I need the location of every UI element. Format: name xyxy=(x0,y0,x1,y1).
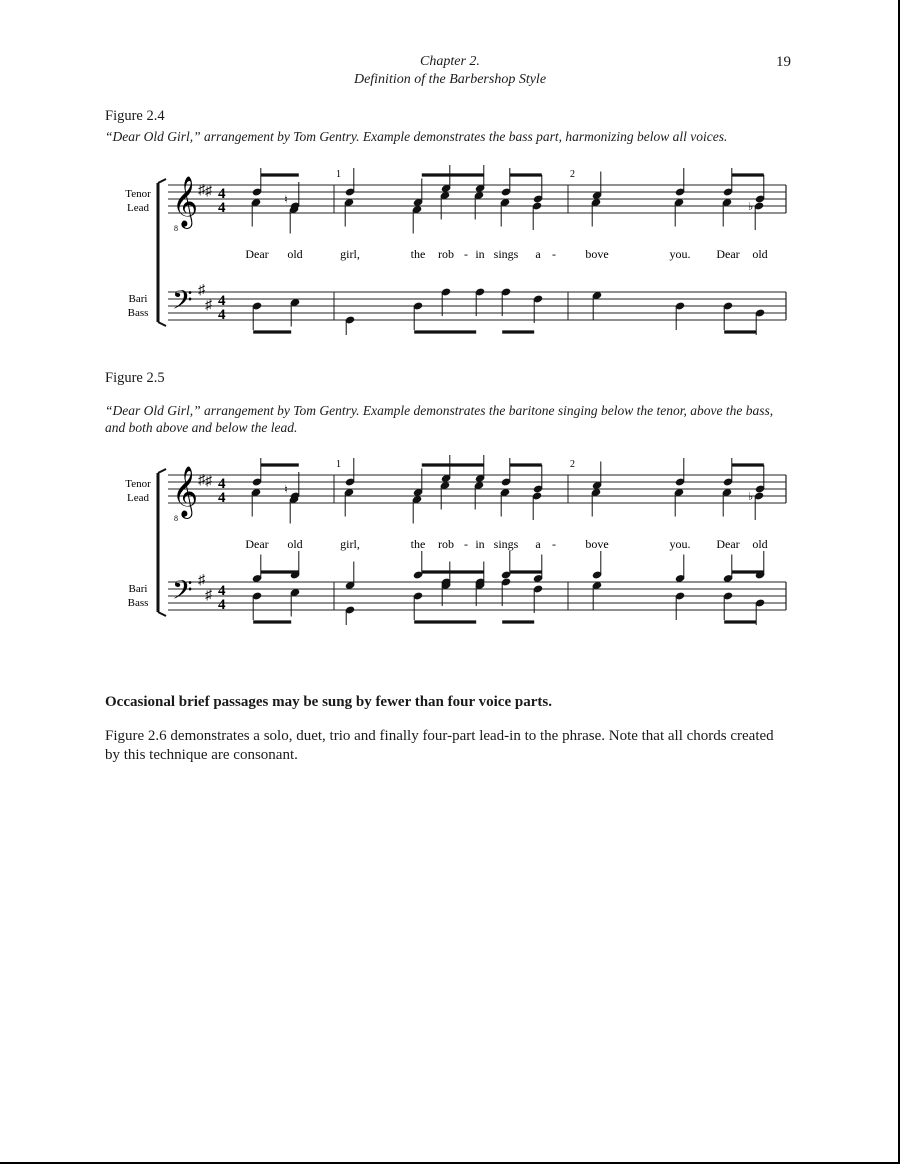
sharp-icon: ♯ xyxy=(205,588,212,603)
lyric-syllable: Dear xyxy=(716,537,740,551)
sharp-icon: ♯ xyxy=(198,283,205,298)
lyric-syllable: - xyxy=(464,537,468,551)
bracket-hook xyxy=(158,179,166,183)
bracket-hook xyxy=(158,612,166,616)
lyric-syllable: old xyxy=(752,247,768,261)
time-signature-top: 4 xyxy=(218,476,226,492)
score-svg xyxy=(0,455,900,625)
lyric-syllable: you. xyxy=(669,247,691,261)
page-number: 19 xyxy=(776,54,791,70)
lyric-syllable: the xyxy=(410,537,426,551)
time-signature-bottom: 4 xyxy=(218,490,226,506)
lyric-syllable: - xyxy=(464,247,468,261)
music-score xyxy=(0,165,900,335)
figure-label: Figure 2.5 xyxy=(105,370,165,386)
lyric-syllable: old xyxy=(287,537,303,551)
part-label-lead: Lead xyxy=(127,492,149,504)
lyric-syllable: Dear xyxy=(245,537,269,551)
lyric-syllable: a xyxy=(535,247,541,261)
lyric-syllable: bove xyxy=(585,537,609,551)
lyric-syllable: bove xyxy=(585,247,609,261)
bracket-hook xyxy=(158,322,166,326)
sharp-icon: ♯ xyxy=(198,183,205,198)
lyric-syllable: in xyxy=(475,537,485,551)
sharp-icon: ♯ xyxy=(205,474,212,489)
time-signature-bottom: 4 xyxy=(218,200,226,216)
bass-clef-icon: 𝄢 xyxy=(172,575,193,611)
flat-icon: ♭ xyxy=(748,201,754,213)
part-label-bass: Bass xyxy=(127,597,149,609)
chapter-title: Definition of the Barbershop Style xyxy=(353,72,547,87)
time-signature-bottom: 4 xyxy=(218,597,226,613)
lyric-syllable: the xyxy=(410,247,426,261)
chapter-heading: Chapter 2. xyxy=(420,54,480,69)
lyric-syllable: - xyxy=(552,537,556,551)
sharp-icon: ♯ xyxy=(198,473,205,488)
part-label-bass: Bass xyxy=(127,307,149,319)
octave-8-marker: 8 xyxy=(174,224,178,233)
lyric-syllable: a xyxy=(535,537,541,551)
figure-label: Figure 2.4 xyxy=(105,108,165,124)
time-signature-bottom: 4 xyxy=(218,307,226,323)
lyric-syllable: old xyxy=(287,247,303,261)
part-label-tenor: Tenor xyxy=(125,478,151,490)
music-score xyxy=(0,455,900,625)
figure-caption: “Dear Old Girl,” arrangement by Tom Gentry. Example demonstrates the bass part, harmonizing below all voices. xyxy=(105,129,728,144)
measure-number: 1 xyxy=(336,459,341,470)
bold-statement: Occasional brief passages may be sung by fewer than four voice parts. xyxy=(105,694,552,710)
measure-number: 1 xyxy=(336,169,341,180)
part-label-lead: Lead xyxy=(127,202,149,214)
lyric-syllable: you. xyxy=(669,537,691,551)
treble-clef-icon: 𝄞 xyxy=(172,177,199,226)
time-signature-top: 4 xyxy=(218,583,226,599)
time-signature-top: 4 xyxy=(218,293,226,309)
natural-icon: ♮ xyxy=(284,194,288,206)
figure-caption: “Dear Old Girl,” arrangement by Tom Gentry. Example demonstrates the baritone singing below the tenor, above the bass, and both above and below the lead. xyxy=(105,403,774,435)
natural-icon: ♮ xyxy=(284,484,288,496)
sharp-icon: ♯ xyxy=(205,298,212,313)
lyric-syllable: girl, xyxy=(340,247,360,261)
sharp-icon: ♯ xyxy=(198,573,205,588)
score-svg xyxy=(0,165,900,335)
lyric-syllable: sings xyxy=(493,537,519,551)
lyric-syllable: Dear xyxy=(716,247,740,261)
body-paragraph: Figure 2.6 demonstrates a solo, duet, trio and finally four-part lead-in to the phrase. Note that all chords created by this technique are consonant. xyxy=(105,728,774,763)
lyric-syllable: rob xyxy=(438,247,454,261)
measure-number: 2 xyxy=(570,459,575,470)
part-label-tenor: Tenor xyxy=(125,188,151,200)
measure-number: 2 xyxy=(570,169,575,180)
part-label-bari: Bari xyxy=(128,293,148,305)
octave-8-marker: 8 xyxy=(174,514,178,523)
treble-clef-icon: 𝄞 xyxy=(172,467,199,516)
part-label-bari: Bari xyxy=(128,583,148,595)
lyric-syllable: old xyxy=(752,537,768,551)
time-signature-top: 4 xyxy=(218,186,226,202)
lyric-syllable: rob xyxy=(438,537,454,551)
bass-clef-icon: 𝄢 xyxy=(172,285,193,321)
flat-icon: ♭ xyxy=(748,491,754,503)
lyric-syllable: in xyxy=(475,247,485,261)
lyric-syllable: girl, xyxy=(340,537,360,551)
bracket-hook xyxy=(158,469,166,473)
lyric-syllable: sings xyxy=(493,247,519,261)
lyric-syllable: - xyxy=(552,247,556,261)
sharp-icon: ♯ xyxy=(205,184,212,199)
lyric-syllable: Dear xyxy=(245,247,269,261)
